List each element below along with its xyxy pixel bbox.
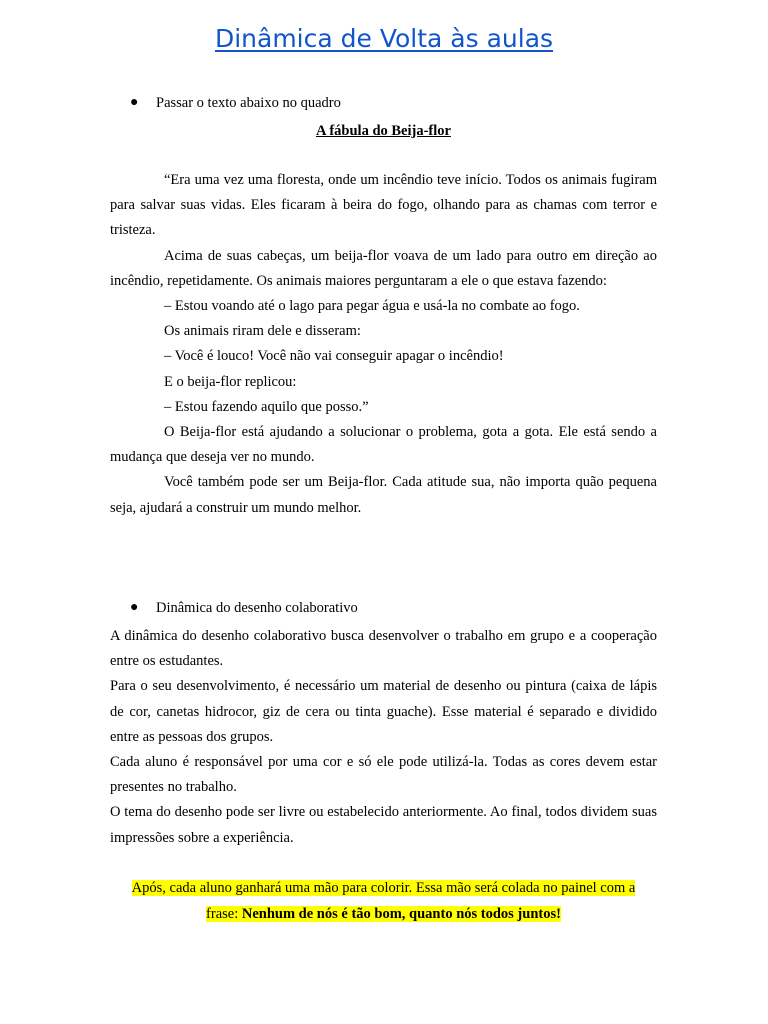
story-dialogue: – Você é louco! Você não vai conseguir apagar o incêndio! [164, 348, 504, 365]
story-dialogue: Os animais riram dele e disseram: [164, 323, 361, 340]
dynamic-text [110, 624, 657, 851]
story-title: A fábula do Beija-flor [316, 123, 451, 139]
story-dialogue: – Estou voando até o lago para pegar água e usá-la no combate ao fogo. [164, 298, 580, 315]
bullet-dot-icon: ● [130, 95, 139, 110]
story-paragraph: Você também pode ser um Beija-flor. Cada atitude sua, não importa quão pequena seja, ajudará a construir um mundo melhor. [110, 474, 657, 516]
story-paragraph: “Era uma vez uma floresta, onde um incêndio teve início. Todos os animais fugiram para salvar suas vidas. Eles ficaram à beira do fogo, olhando para as chamas com terror e tristeza. [110, 172, 657, 239]
story-dialogue: – Estou fazendo aquilo que posso.” [164, 398, 369, 415]
page-title: Dinâmica de Volta às aulas [214, 24, 554, 53]
bullet-text: Dinâmica do desenho colaborativo [156, 600, 358, 616]
closing-note [110, 875, 657, 927]
dynamic-paragraph: A dinâmica do desenho colaborativo busca desenvolver o trabalho em grupo e a cooperação entre os estudantes. [110, 628, 657, 670]
closing-motto: Nenhum de nós é tão bom, quanto nós todos juntos! [241, 906, 561, 922]
dynamic-paragraph: O tema do desenho pode ser livre ou estabelecido anteriormente. Ao final, todos dividem suas impressões sobre a experiência. [110, 804, 657, 846]
bullet-text: Passar o texto abaixo no quadro [156, 95, 341, 111]
story-paragraph: O Beija-flor está ajudando a solucionar o problema, gota a gota. Ele está sendo a mudança que deseja ver no mundo. [110, 424, 657, 466]
story-text [110, 168, 657, 521]
dynamic-paragraph: Cada aluno é responsável por uma cor e só ele pode utilizá-la. Todas as cores devem estar presentes no trabalho. [110, 754, 657, 796]
story-dialogue: E o beija-flor replicou: [164, 373, 297, 390]
story-paragraph: Acima de suas cabeças, um beija-flor voava de um lado para outro em direção ao incêndio, repetidamente. Os animais maiores perguntaram a ele o que estava fazendo: [110, 247, 657, 289]
dynamic-paragraph: Para o seu desenvolvimento, é necessário um material de desenho ou pintura (caixa de lápis de cor, canetas hidrocor, giz de cera ou tinta guache). Esse material é separado e dividido entre as pessoas dos grupos. [110, 678, 657, 745]
closing-prefix: frase: [206, 906, 242, 922]
closing-line: Após, cada aluno ganhará uma mão para colorir. Essa mão será colada no painel com a [131, 880, 636, 896]
bullet-dot-icon: ● [130, 600, 139, 615]
